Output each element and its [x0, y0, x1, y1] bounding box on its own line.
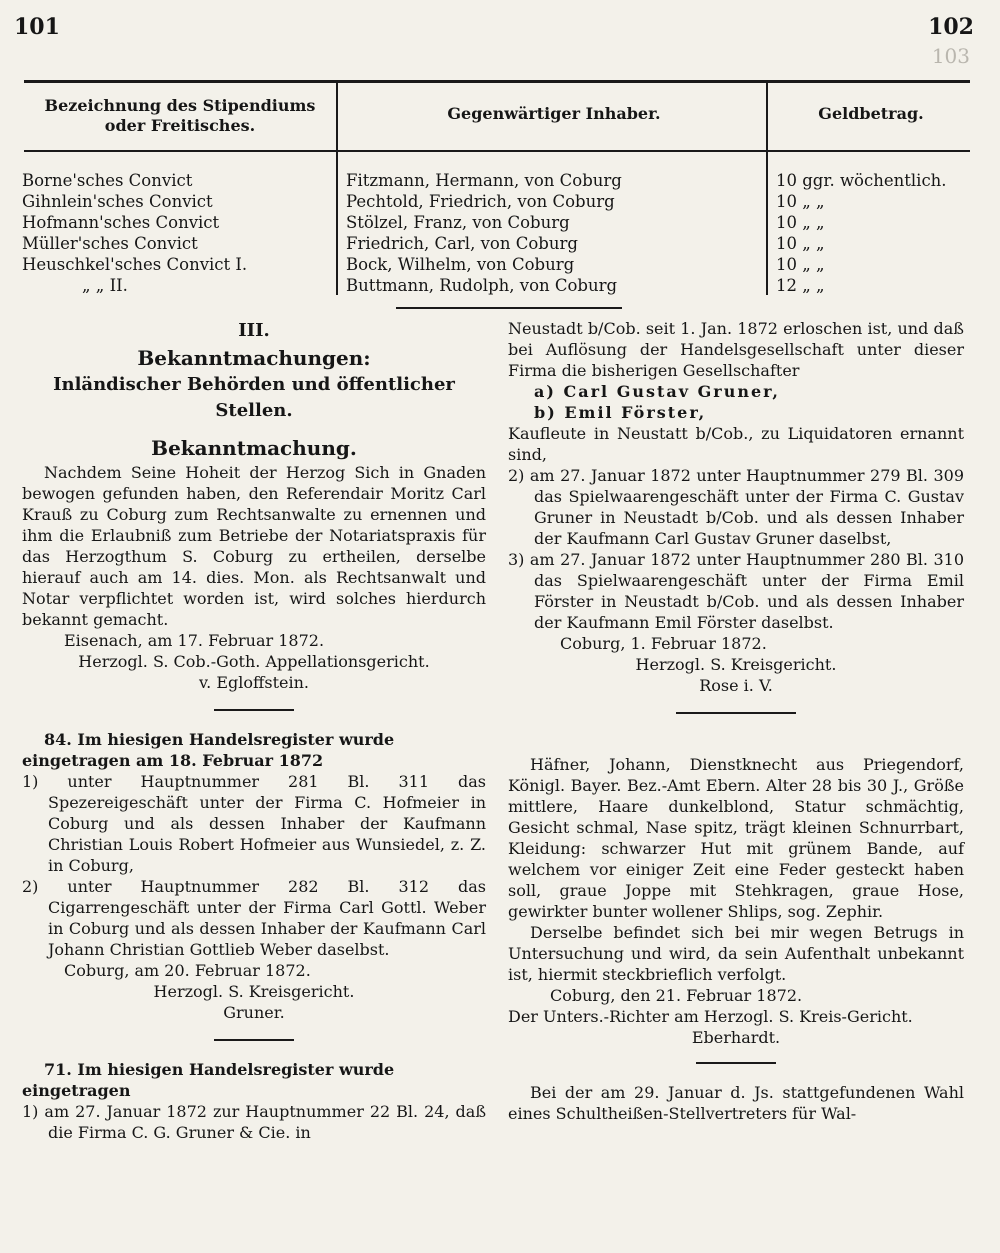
- amount-unit: „ „: [802, 234, 825, 253]
- section-heading: Bekanntmachungen:: [137, 346, 371, 370]
- table-header-holder: Gegenwärtiger Inhaber.: [447, 104, 661, 123]
- notice-title: Bekanntmachung.: [151, 436, 357, 460]
- section-number: III.: [238, 320, 270, 341]
- table-divider-2: [766, 83, 768, 295]
- notice-84-court: Herzogl. S. Kreisgericht.: [153, 982, 355, 1001]
- page-number-right: 102: [928, 14, 974, 40]
- table-row-amount: [776, 212, 976, 233]
- notice-84-place-date: Coburg, am 20. Februar 1872.: [64, 961, 311, 980]
- amount-value: 12: [776, 276, 797, 295]
- notice-71-item-1: 1) am 27. Januar 1872 zur Hauptnummer 22 Bl. 24, daß die Firma C. G. Gruner & Cie. in: [22, 1102, 486, 1142]
- table-row-holder: Stölzel, Franz, von Coburg: [346, 213, 570, 232]
- warrant-statement: Derselbe befindet sich bei mir wegen Betrugs in Untersuchung und wird, da sein Aufenthalt unbekannt ist, hiermit steckbrieflich verfolgt.: [508, 923, 964, 984]
- notice-body: Nachdem Seine Hoheit der Herzog Sich in Gnaden bewogen gefunden haben, den Referendair Moritz Carl Krauß zu Coburg zum Rechtsanwalte zu ernennen und ihm die Erlaubniß zum Betriebe der Notariatspraxis für das Herzogthum S. Coburg zu ertheilen, derselbe hierauf auch am 14. dies. Mon. als Rechtsanwalt und Notar verpflichtet worden ist, wird solches hierdurch bekannt gemacht.: [22, 463, 486, 629]
- amount-unit: „ „: [802, 255, 825, 274]
- right-column: [508, 318, 964, 1124]
- table-row-holder: Friedrich, Carl, von Coburg: [346, 234, 578, 253]
- amount-unit: „ „: [802, 192, 825, 211]
- table-row-name: Hofmann'sches Convict: [22, 213, 220, 232]
- table-row-name: Borne'sches Convict: [22, 171, 193, 190]
- section-subheading: Inländischer Behörden und öffentlicher Stellen.: [53, 374, 455, 421]
- notice-84-signature: Gruner.: [223, 1003, 285, 1022]
- table-divider-1: [336, 83, 338, 295]
- notice-84-item-1: 1) unter Hauptnummer 281 Bl. 311 das Spezereigeschäft unter der Firma C. Hofmeier in Coburg und als dessen Inhaber der Kaufmann Christian Louis Robert Hofmeier aus Wunsiedel, z. Z. in Coburg,: [22, 772, 486, 875]
- table-top-rule: [24, 80, 970, 83]
- amount-unit: ggr. wöchentlich.: [802, 171, 947, 190]
- warrant-description: Häfner, Johann, Dienstknecht aus Priegendorf, Königl. Bayer. Bez.-Amt Ebern. Alter 28 bis 30 J., Größe mittlere, Haare dunkelblond, Statur schmächtig, Gesicht schmal, Nase spitz, trägt kleinen Schnurrbart, Kleidung: schwarzer Hut mit grünem Bande, auf welchem vor einiger Zeit eine Feder gesteckt haben soll, graue Joppe mit Stehkragen, graue Hose, gewirkter bunter wollener Shlips, sog. Zephir.: [508, 755, 964, 921]
- table-header-name: Bezeichnung des Stipendiums oder Freitisches.: [44, 96, 316, 135]
- notice-71-item-3: 3) am 27. Januar 1872 unter Hauptnummer 280 Bl. 310 das Spielwaarengeschäft unter der Firma Emil Förster in Neustadt b/Cob. und als dessen Inhaber der Kaufmann Emil Förster daselbst.: [508, 550, 964, 632]
- amount-value: 10: [776, 171, 797, 190]
- left-column: [22, 318, 486, 1143]
- table-row-name: „ „ II.: [82, 276, 128, 295]
- notice-84-item-2: 2) unter Hauptnummer 282 Bl. 312 das Cigarrengeschäft unter der Firma Carl Gottl. Weber in Coburg und als dessen Inhaber der Kaufmann Carl Johann Christian Gottlieb Weber daselbst.: [22, 877, 486, 959]
- separator-rule: [676, 712, 796, 714]
- table-row-name: Müller'sches Convict: [22, 234, 198, 253]
- table-row-amount: [776, 191, 976, 212]
- table-row-holder: Fitzmann, Hermann, von Coburg: [346, 171, 622, 190]
- notice-signature: v. Egloffstein.: [199, 673, 309, 692]
- warrant-place-date: Coburg, den 21. Februar 1872.: [550, 986, 803, 1005]
- amount-value: 10: [776, 192, 797, 211]
- election-notice: Bei der am 29. Januar d. Js. stattgefundenen Wahl eines Schultheißen-Stellvertreters für Wal-: [508, 1083, 964, 1123]
- page-number-left: 101: [14, 14, 60, 40]
- amount-value: 10: [776, 234, 797, 253]
- notice-71-intro: 71. Im hiesigen Handelsregister wurde eingetragen: [22, 1060, 395, 1100]
- notice-71-place-date: Coburg, 1. Februar 1872.: [560, 634, 767, 653]
- notice-84-intro: 84. Im hiesigen Handelsregister wurde eingetragen am 18. Februar 1872: [22, 730, 395, 770]
- table-row-name: Heuschkel'sches Convict I.: [22, 255, 248, 274]
- notice-71-court: Herzogl. S. Kreisgericht.: [635, 655, 837, 674]
- table-row-amount: [776, 275, 976, 296]
- amount-unit: „ „: [802, 276, 825, 295]
- notice-71-item-2: 2) am 27. Januar 1872 unter Hauptnummer 279 Bl. 309 das Spielwaarengeschäft unter der Firma C. Gustav Gruner in Neustadt b/Cob. und als dessen Inhaber der Kaufmann Carl Gustav Gruner daselbst,: [508, 466, 964, 548]
- table-bottom-rule: [396, 307, 622, 309]
- liquidators-line: Kaufleute in Neustatt b/Cob., zu Liquidatoren ernannt sind,: [508, 424, 964, 464]
- table-header-amount: Geldbetrag.: [818, 104, 924, 123]
- warrant-court: Der Unters.-Richter am Herzogl. S. Kreis-Gericht.: [508, 1007, 913, 1026]
- bleed-through-number: 103: [931, 44, 970, 68]
- amount-unit: „ „: [802, 213, 825, 232]
- separator-rule: [214, 1039, 294, 1041]
- table-row-name: Gihnlein'sches Convict: [22, 192, 213, 211]
- table-row-amount: [776, 254, 976, 275]
- table-header-rule: [24, 150, 970, 152]
- partner-a: a) Carl Gustav Gruner,: [534, 382, 780, 401]
- separator-rule: [214, 709, 294, 711]
- notice-court: Herzogl. S. Cob.-Goth. Appellationsgericht.: [78, 652, 430, 671]
- table-row-holder: Bock, Wilhelm, von Coburg: [346, 255, 575, 274]
- table-row-amount: [776, 170, 976, 191]
- separator-rule: [696, 1062, 776, 1064]
- notice-71-signature: Rose i. V.: [699, 676, 773, 695]
- notice-71-continuation: Neustadt b/Cob. seit 1. Jan. 1872 erloschen ist, und daß bei Auflösung der Handelsgesellschaft unter dieser Firma die bisherigen Gesellschafter: [508, 319, 964, 380]
- amount-value: 10: [776, 213, 797, 232]
- warrant-signature: Eberhardt.: [691, 1028, 781, 1047]
- table-row-amount: [776, 233, 976, 254]
- table-row-holder: Pechtold, Friedrich, von Coburg: [346, 192, 615, 211]
- table-row-holder: Buttmann, Rudolph, von Coburg: [346, 276, 618, 295]
- notice-place-date: Eisenach, am 17. Februar 1872.: [64, 631, 325, 650]
- amount-value: 10: [776, 255, 797, 274]
- partner-b: b) Emil Förster,: [534, 403, 707, 422]
